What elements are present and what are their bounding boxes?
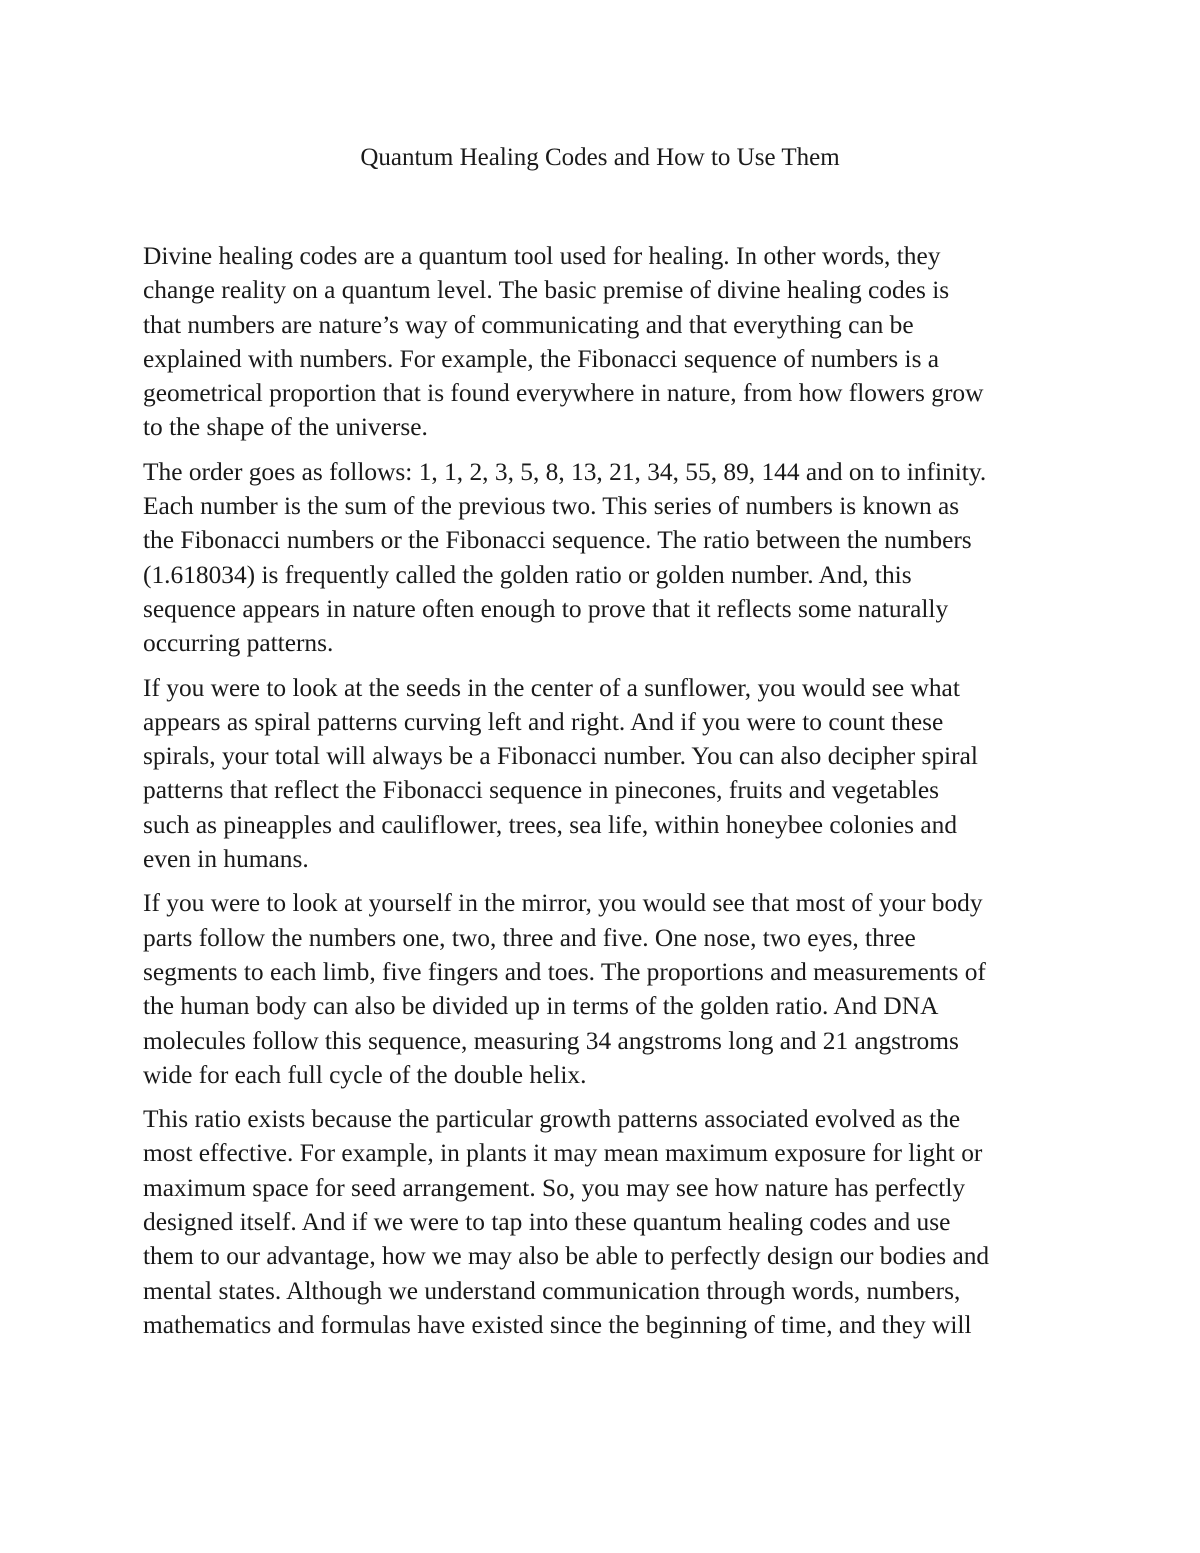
text-line: them to our advantage, how we may also be able to perfectly design our bodies and (143, 1242, 990, 1271)
text-line: even in humans. (143, 845, 309, 874)
text-line: segments to each limb, five fingers and toes. The proportions and measurements of (143, 957, 986, 986)
document-body (143, 239, 1063, 1352)
text-line: mathematics and formulas have existed since the beginning of time, and they will (143, 1310, 972, 1339)
text-line: Each number is the sum of the previous two. This series of numbers is known as (143, 492, 960, 521)
document-title: Quantum Healing Codes and How to Use Them (360, 144, 840, 171)
text-line: wide for each full cycle of the double helix. (143, 1060, 587, 1089)
text-line: spirals, your total will always be a Fibonacci number. You can also decipher spiral (143, 742, 978, 771)
paragraph-4 (143, 886, 1063, 1092)
text-line: that numbers are nature’s way of communicating and that everything can be (143, 310, 914, 339)
text-line: most effective. For example, in plants it may mean maximum exposure for light or (143, 1139, 983, 1168)
text-line: Divine healing codes are a quantum tool used for healing. In other words, they (143, 242, 941, 270)
text-line: maximum space for seed arrangement. So, you may see how nature has perfectly (143, 1173, 966, 1202)
text-line: mental states. Although we understand communication through words, numbers, (143, 1276, 961, 1305)
text-line: change reality on a quantum level. The basic premise of divine healing codes is (143, 276, 950, 305)
text-line: If you were to look at the seeds in the center of a sunflower, you would see what (143, 673, 960, 702)
text-line: the human body can also be divided up in terms of the golden ratio. And DNA (143, 992, 939, 1021)
text-line: The order goes as follows: 1, 1, 2, 3, 5, 8, 13, 21, 34, 55, 89, 144 and on to infinity. (143, 457, 987, 486)
paragraph-2 (143, 455, 1063, 661)
text-line: occurring patterns. (143, 629, 334, 658)
paragraph-1 (143, 239, 1063, 445)
text-line: sequence appears in nature often enough to prove that it reflects some naturally (143, 594, 949, 623)
text-line: patterns that reflect the Fibonacci sequence in pinecones, fruits and vegetables (143, 776, 939, 805)
text-line: If you were to look at yourself in the mirror, you would see that most of your body (143, 889, 983, 918)
text-line: parts follow the numbers one, two, three and five. One nose, two eyes, three (143, 923, 916, 952)
text-line: (1.618034) is frequently called the golden ratio or golden number. And, this (143, 560, 912, 589)
text-line: to the shape of the universe. (143, 413, 428, 442)
text-line: appears as spiral patterns curving left and right. And if you were to count these (143, 707, 944, 736)
paragraph-5 (143, 1102, 1063, 1342)
text-line: designed itself. And if we were to tap into these quantum healing codes and use (143, 1208, 951, 1237)
text-line: such as pineapples and cauliflower, trees, sea life, within honeybee colonies and (143, 810, 958, 839)
text-line: This ratio exists because the particular growth patterns associated evolved as the (143, 1105, 961, 1134)
text-line: the Fibonacci numbers or the Fibonacci sequence. The ratio between the numbers (143, 526, 972, 555)
paragraph-3 (143, 671, 1063, 877)
text-line: explained with numbers. For example, the Fibonacci sequence of numbers is a (143, 344, 940, 373)
text-line: molecules follow this sequence, measuring 34 angstroms long and 21 angstroms (143, 1026, 959, 1055)
text-line: geometrical proportion that is found everywhere in nature, from how flowers grow (143, 379, 984, 408)
